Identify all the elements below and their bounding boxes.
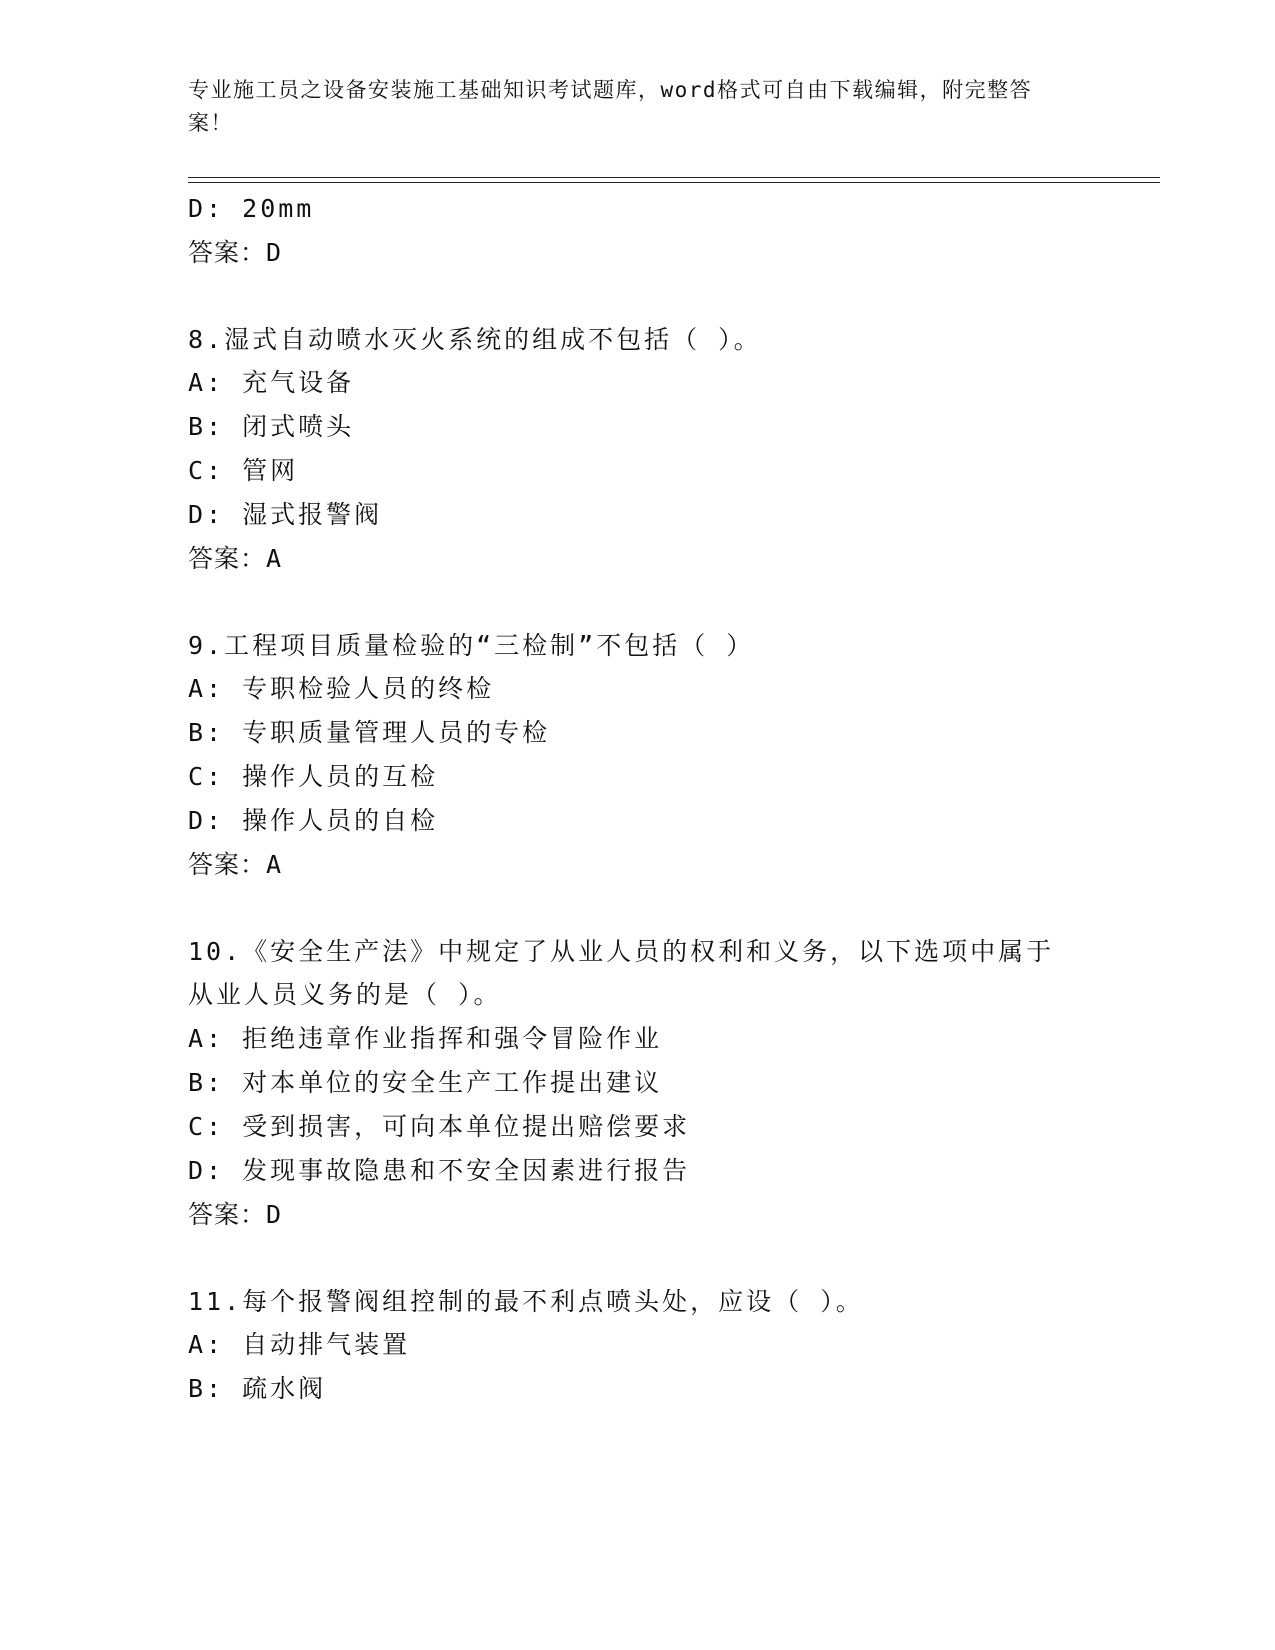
question-11-option-a: A: 自动排气装置 (188, 1330, 411, 1359)
question-11-option-b: B: 疏水阀 (188, 1374, 327, 1403)
answer-prev (188, 236, 282, 270)
question-9-option-b: B: 专职质量管理人员的专检 (188, 718, 551, 747)
header-divider-bottom (188, 182, 1160, 183)
question-9-option-a: A: 专职检验人员的终检 (188, 674, 495, 703)
question-9-option-d: D: 操作人员的自检 (188, 806, 439, 835)
question-8-answer (188, 542, 282, 576)
question-10-answer (188, 1198, 282, 1232)
question-8-option-b: B: 闭式喷头 (188, 412, 355, 441)
question-10-stem-line1: 10.《安全生产法》中规定了从业人员的权利和义务，以下选项中属于 (188, 937, 1055, 966)
question-10-option-c: C: 受到损害，可向本单位提出赔偿要求 (188, 1112, 691, 1141)
question-9-answer (188, 848, 282, 882)
answer-value: A (266, 544, 283, 573)
question-8-option-c: C: 管网 (188, 456, 299, 485)
answer-value: D (266, 238, 283, 267)
answer-value: A (266, 850, 283, 879)
question-11-stem: 11.每个报警阀组控制的最不利点喷头处，应设（ ）。 (188, 1287, 864, 1316)
question-10-option-a: A: 拒绝违章作业指挥和强令冒险作业 (188, 1024, 663, 1053)
question-10-option-b: B: 对本单位的安全生产工作提出建议 (188, 1068, 663, 1097)
answer-label: 答案： (188, 1200, 267, 1229)
question-10-stem-line2: 从业人员义务的是（ ）。 (188, 980, 502, 1009)
answer-label: 答案： (188, 238, 267, 267)
question-9-stem: 9.工程项目质量检验的“三检制”不包括（ ） (188, 631, 755, 660)
question-8-stem: 8.湿式自动喷水灭火系统的组成不包括（ ）。 (188, 325, 762, 354)
answer-label: 答案： (188, 850, 267, 879)
question-9-option-c: C: 操作人员的互检 (188, 762, 439, 791)
question-10-option-d: D: 发现事故隐患和不安全因素进行报告 (188, 1156, 691, 1185)
question-8-option-d: D: 湿式报警阀 (188, 500, 383, 529)
header-divider-top (188, 177, 1160, 178)
option-d-prev: D: 20mm (188, 194, 315, 223)
answer-label: 答案： (188, 544, 267, 573)
question-8-option-a: A: 充气设备 (188, 368, 355, 397)
answer-value: D (266, 1200, 283, 1229)
document-header: 专业施工员之设备安装施工基础知识考试题库，word格式可自由下载编辑，附完整答案！ (188, 78, 1033, 135)
